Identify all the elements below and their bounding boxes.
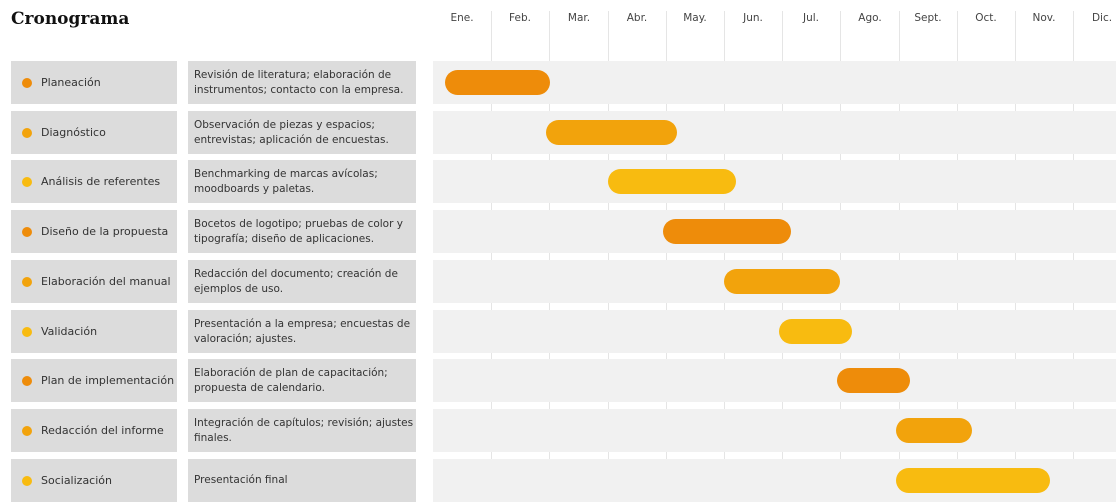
phase-label-cell bbox=[11, 61, 177, 104]
phase-dot-icon bbox=[22, 177, 32, 187]
page-title: Cronograma bbox=[11, 9, 130, 29]
phase-dot-icon bbox=[22, 277, 32, 287]
phase-label: Planeación bbox=[41, 76, 101, 89]
gantt-bar bbox=[724, 269, 840, 294]
gantt-bar bbox=[837, 368, 910, 393]
month-label: May. bbox=[683, 12, 707, 24]
phase-description: Observación de piezas y espacios; entrevistas; aplicación de encuestas. bbox=[194, 118, 389, 146]
phase-description-cell bbox=[188, 459, 416, 502]
timeline-row bbox=[433, 359, 1116, 402]
phase-label: Análisis de referentes bbox=[41, 175, 161, 188]
month-label: Nov. bbox=[1032, 12, 1056, 24]
phase-label: Validación bbox=[41, 325, 98, 338]
phase-description: Benchmarking de marcas avícolas; moodboards y paletas. bbox=[194, 167, 378, 195]
timeline-row bbox=[433, 160, 1116, 203]
phase-description-cell bbox=[188, 210, 416, 253]
gantt-bar bbox=[779, 319, 852, 344]
phase-description-cell bbox=[188, 359, 416, 402]
phase-label-cell bbox=[11, 160, 177, 203]
phase-label: Plan de implementación bbox=[41, 374, 175, 387]
phase-description-cell bbox=[188, 310, 416, 353]
phase-label: Elaboración del manual bbox=[41, 275, 171, 288]
phase-description: Presentación final bbox=[194, 474, 288, 486]
month-label: Oct. bbox=[975, 12, 997, 24]
phase-description: Integración de capítulos; revisión; ajustes finales. bbox=[194, 416, 414, 444]
gantt-bar bbox=[546, 120, 677, 145]
phase-label-cell bbox=[11, 459, 177, 502]
phase-description: Elaboración de plan de capacitación; propuesta de calendario. bbox=[194, 366, 388, 394]
phase-dot-icon bbox=[22, 78, 32, 88]
timeline-row bbox=[433, 310, 1116, 353]
phase-dot-icon bbox=[22, 426, 32, 436]
phase-description: Presentación a la empresa; encuestas de valoración; ajustes. bbox=[194, 317, 411, 345]
phase-description-cell bbox=[188, 409, 416, 452]
gantt-bar bbox=[608, 169, 736, 194]
month-label: Abr. bbox=[626, 12, 648, 24]
phase-label: Diseño de la propuesta bbox=[41, 225, 169, 238]
month-label: Dic. bbox=[1091, 12, 1113, 24]
phase-description-cell bbox=[188, 61, 416, 104]
month-label: Ene. bbox=[450, 12, 474, 24]
phase-description-cell bbox=[188, 260, 416, 303]
month-label: Mar. bbox=[567, 12, 591, 24]
gantt-bar bbox=[896, 418, 972, 443]
phase-dot-icon bbox=[22, 476, 32, 486]
phase-label-cell bbox=[11, 409, 177, 452]
month-label: Jun. bbox=[743, 12, 763, 24]
phase-dot-icon bbox=[22, 327, 32, 337]
phase-label: Redacción del informe bbox=[41, 424, 164, 437]
phase-description-cell bbox=[188, 160, 416, 203]
phase-label-cell bbox=[11, 111, 177, 154]
timeline-row bbox=[433, 111, 1116, 154]
phase-label: Diagnóstico bbox=[41, 126, 106, 139]
gantt-bar bbox=[663, 219, 791, 244]
phase-dot-icon bbox=[22, 376, 32, 386]
phase-description: Bocetos de logotipo; pruebas de color y tipografía; diseño de aplicaciones. bbox=[194, 217, 403, 245]
month-label: Feb. bbox=[509, 12, 531, 24]
month-label: Sept. bbox=[914, 12, 942, 24]
gantt-bar bbox=[896, 468, 1050, 493]
phase-label-cell bbox=[11, 260, 177, 303]
phase-description: Revisión de literatura; elaboración de instrumentos; contacto con la empresa. bbox=[194, 68, 404, 96]
timeline-row bbox=[433, 409, 1116, 452]
phase-label-cell bbox=[11, 310, 177, 353]
gantt-bar bbox=[445, 70, 550, 95]
phase-description-cell bbox=[188, 111, 416, 154]
phase-label: Socialización bbox=[41, 474, 112, 487]
month-label: Ago. bbox=[858, 12, 882, 24]
phase-label-cell bbox=[11, 210, 177, 253]
phase-label-cell bbox=[11, 359, 177, 402]
phase-description: Redacción del documento; creación de ejemplos de uso. bbox=[194, 267, 398, 295]
month-label: Jul. bbox=[802, 12, 820, 24]
phase-dot-icon bbox=[22, 128, 32, 138]
phase-dot-icon bbox=[22, 227, 32, 237]
